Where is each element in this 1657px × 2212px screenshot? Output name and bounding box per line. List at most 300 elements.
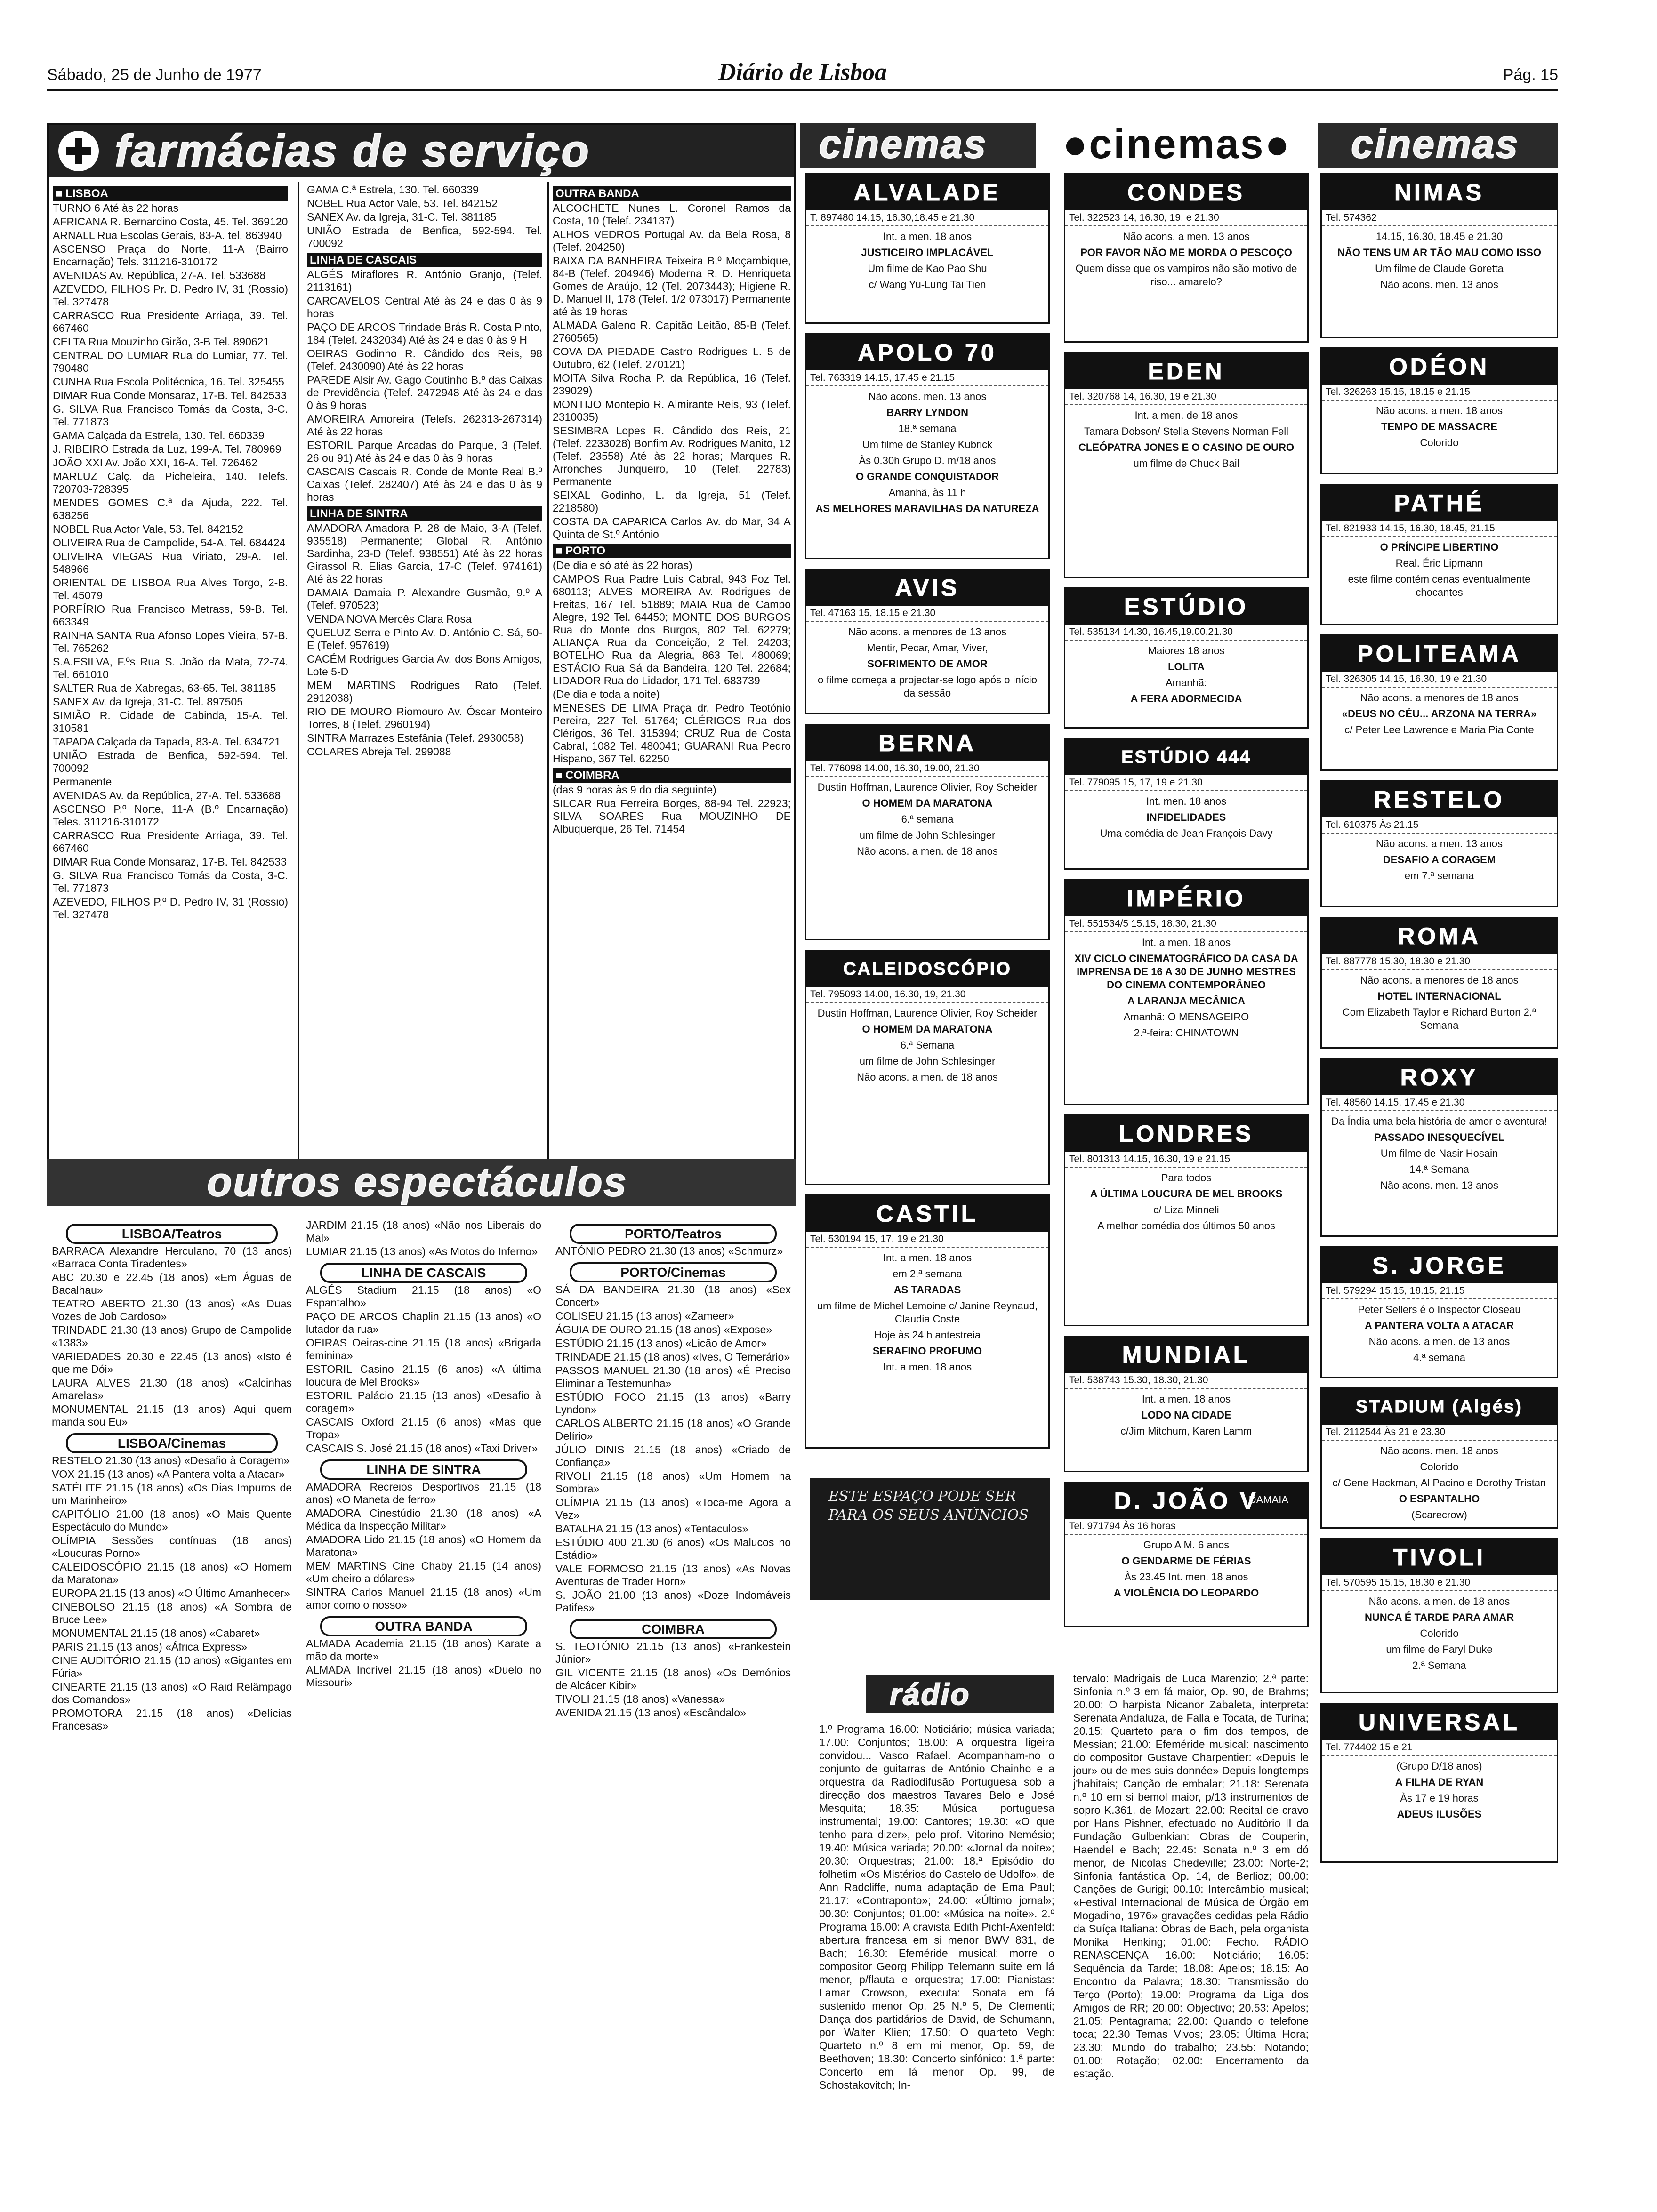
listing-entry: VARIEDADES 20.30 e 22.45 (13 anos) «Isto é que me Dói» (52, 1350, 292, 1375)
pharmacies-column-3 (553, 184, 791, 1181)
cinema-detail: PASSADO INESQUECÍVEL (1374, 1131, 1505, 1143)
listing-entry: ORIENTAL DE LISBOA Rua Alves Torgo, 2-B. Tel. 45079 (53, 577, 288, 601)
cinema-detail: Int. a men. 18 anos (883, 231, 972, 242)
listing-entry: MOITA Silva Rocha P. da República, 16 (Telef. 239029) (553, 372, 791, 397)
listing-entry: JÚLIO DINIS 21.15 (18 anos) «Criado de Confiança» (555, 1443, 791, 1468)
cinema-name: TIVOLI (1322, 1539, 1557, 1575)
radio-banner (866, 1675, 1054, 1713)
cinema-listing (805, 333, 1050, 559)
cinema-detail: (Grupo D/18 anos) (1396, 1760, 1482, 1772)
listing-entry: SINTRA Marrazes Estefânia (Telef. 2930058) (307, 732, 524, 744)
cinema-detail: A melhor comédia dos últimos 50 anos (1097, 1220, 1275, 1232)
listing-entry: LAURA ALVES 21.30 (18 anos) «Calcinhas Amarelas» (52, 1377, 292, 1402)
cinemas-banner-right: cinemas (1351, 123, 1520, 166)
cinema-detail: A PANTERA VOLTA A ATACAR (1365, 1320, 1514, 1331)
listing-entry: MONUMENTAL 21.15 (18 anos) «Cabaret» (52, 1627, 260, 1639)
section-heading: LINHA DE SINTRA (307, 506, 542, 521)
cinema-phone-times: Tel. 795093 14.00, 16.30, 19, 21.30 (806, 987, 1048, 1003)
listing-entry: TAPADA Calçada da Tapada, 83-A. Tel. 634721 (53, 736, 281, 748)
listing-entry: CARRASCO Rua Presidente Arriaga, 39. Tel. 667460 (53, 829, 288, 854)
cinema-name: UNIVERSAL (1322, 1704, 1557, 1740)
cinema-listing (1064, 173, 1309, 343)
section-heading: LINHA DE SINTRA (320, 1459, 527, 1480)
cinema-detail: 14.ª Semana (1409, 1163, 1469, 1175)
listing-entry: COLARES Abreja Tel. 299088 (307, 745, 451, 758)
listing-entry: OEIRAS Godinho R. Cândido dos Reis, 98 (Telef. 2430090) Até às 22 horas (307, 347, 542, 372)
cinema-detail: Não acons. a men. 13 anos (1375, 838, 1503, 850)
cinema-name: ESTÚDIO 444 (1065, 739, 1307, 775)
listing-entry: AVENIDAS Av. República, 27-A. Tel. 533688 (53, 269, 266, 281)
cinema-name: ALVALADE (806, 175, 1048, 210)
listing-entry: SÁ DA BANDEIRA 21.30 (18 anos) «Sex Concert» (555, 1283, 791, 1308)
cinema-detail: Às 17 e 19 horas (1400, 1792, 1479, 1804)
cinema-detail: TEMPO DE MASSACRE (1381, 421, 1497, 433)
listing-entry: ALCOCHETE Nunes L. Coronel Ramos da Costa, 10 (Telef. 234137) (553, 202, 791, 227)
cinema-name: S. JORGE (1322, 1248, 1557, 1283)
cinema-detail: 6.ª semana (901, 813, 954, 825)
cinema-phone-times: Tel. 538743 15.30, 18.30, 21.30 (1065, 1373, 1307, 1389)
section-heading: OUTRA BANDA (553, 186, 791, 201)
listing-entry: BATALHA 21.15 (13 anos) «Tentaculos» (555, 1523, 748, 1535)
cinema-name: CASTIL (806, 1196, 1048, 1232)
cinema-detail: Int. a men. 18 anos (883, 1361, 972, 1373)
cinema-detail: Int. a men. 18 anos (1142, 1393, 1231, 1405)
cinema-detail: ADEUS ILUSÕES (1397, 1808, 1482, 1820)
listing-entry: OLÍMPIA 21.15 (13 anos) «Toca-me Agora a Vez» (555, 1496, 791, 1521)
listing-entry: ESTÚDIO 400 21.30 (6 anos) «Os Malucos no Estádio» (555, 1536, 791, 1561)
cinema-detail: 2.ª-feira: CHINATOWN (1134, 1027, 1239, 1039)
cinema-phone-times: Tel. 971794 Às 16 horas (1065, 1519, 1307, 1535)
cinema-detail: um filme de John Schlesinger (859, 1055, 996, 1067)
cinema-name: IMPÉRIO (1065, 881, 1307, 916)
cinema-phone-times: Tel. 774402 15 e 21 (1322, 1740, 1557, 1756)
other-shows-column-3 (555, 1219, 791, 2188)
cinema-listing (805, 173, 1050, 324)
pharmacies-column-1 (53, 184, 288, 1181)
pharmacies-title: farmácias de serviço (115, 126, 590, 176)
cinema-detail: SERAFINO PROFUMO (872, 1345, 982, 1357)
cinema-name: NIMAS (1322, 175, 1557, 210)
listing-entry: ESTORIL Palácio 21.15 (13 anos) «Desafio à coragem» (306, 1389, 541, 1414)
listing-entry: UNIÃO Estrada de Benfica, 592-594. Tel. 700092 (53, 749, 288, 774)
cinema-phone-times: Tel. 530194 15, 17, 19 e 21.30 (806, 1232, 1048, 1248)
cinema-detail: POR FAVOR NÃO ME MORDA O PESCOÇO (1080, 247, 1292, 258)
cinema-name: APOLO 70 (806, 335, 1048, 370)
listing-entry: S. TEOTÓNIO 21.15 (13 anos) «Frankestein Júnior» (555, 1640, 791, 1665)
listing-entry: AMADORA Amadora P. 28 de Maio, 3-A (Telef. 935518) Permanente; Global R. António Sardinha, 23-D (Telef. 938551) Até às 22 horas Girassol R. Elias Garcia, 17-C (Telef. 974161) Até às 22 horas (307, 522, 542, 585)
cinema-detail: Não acons. a men. 13 anos (1123, 231, 1250, 242)
cinema-detail: Não acons. men. 13 anos (1380, 1179, 1498, 1191)
listing-entry: CALEIDOSCÓPIO 21.15 (18 anos) «O Homem da Maratona» (52, 1561, 292, 1586)
cinema-detail: Amanhã: (1165, 677, 1207, 689)
cinema-detail: Colorido (1420, 1627, 1459, 1639)
cinema-detail: 6.ª Semana (900, 1039, 955, 1051)
listing-entry: G. SILVA Rua Francisco Tomás da Costa, 3-C. Tel. 771873 (53, 869, 288, 894)
listing-entry: SATÉLITE 21.15 (18 anos) «Os Dias Impuros de um Marinheiro» (52, 1482, 292, 1507)
pharmacies-column-2 (307, 184, 542, 1181)
cinema-listing (805, 950, 1050, 1185)
cinema-phone-times: Tel. 776098 14.00, 16.30, 19.00, 21.30 (806, 761, 1048, 777)
listing-entry: ESTÚDIO 21.15 (13 anos) «Licão de Amor» (555, 1337, 767, 1349)
listing-entry: SIMIÃO R. Cidade de Cabinda, 15-A. Tel. 310581 (53, 709, 288, 734)
listing-entry: MENESES DE LIMA Praça dr. Pedro Teotónio Pereira, 227 Tel. 51764; CLÉRIGOS Rua dos Clérigos, 36 Tel. 315394; CRUZ Rua de Costa Cabral, 1082 Tel. 480041; GUARANI Rua Pedro Hispano, 367 Tel. 62250 (553, 702, 791, 765)
cinema-name: ROMA (1322, 918, 1557, 954)
cinema-detail: Não acons. a men. de 18 anos (1368, 1595, 1510, 1607)
cinema-detail: Int. men. 18 anos (1146, 795, 1226, 807)
section-heading: ■ COIMBRA (553, 768, 791, 783)
cinema-detail: em 7.ª semana (1404, 870, 1474, 882)
cinema-listing (1320, 1058, 1558, 1237)
cinema-detail: Não acons. a menores de 13 anos (848, 626, 1007, 638)
listing-entry: CINEBOLSO 21.15 (18 anos) «A Sombra de Bruce Lee» (52, 1601, 292, 1626)
cinema-detail: um filme de Michel Lemoine c/ Janine Reynaud, Claudia Coste (817, 1300, 1038, 1325)
radio-title: rádio (890, 1677, 971, 1711)
advert-text: ESTE ESPAÇO PODE SER PARA OS SEUS ANÚNCIOS (828, 1488, 1029, 1523)
listing-entry: AMADORA Cinestúdio 21.30 (18 anos) «A Médica da Inspecção Militar» (306, 1507, 541, 1532)
cinema-detail: A ÚLTIMA LOUCURA DE MEL BROOKS (1090, 1188, 1283, 1200)
cinema-detail: Hoje às 24 h antestreia (874, 1329, 981, 1341)
listing-entry: CELTA Rua Mouzinho Girão, 3-B Tel. 890621 (53, 336, 270, 348)
column-rule (298, 182, 299, 1184)
listing-entry: ALMADA Academia 21.15 (18 anos) Karate a mão da morte» (306, 1637, 541, 1662)
listing-entry: ÁGUIA DE OURO 21.15 (18 anos) «Expose» (555, 1323, 772, 1336)
other-shows-section (47, 1159, 796, 2194)
radio-column-1: 1.º Programa 16.00: Noticiário; música variada; 17.00: Conjuntos; 18.00: A orquestra ligeira convidou... Vasco Rafael. Acompanham-no o conjunto de guitarras de António Chainho e a orquestra da Radiodifusão Portuguesa sob a direcção dos maestros Tavares Belo e José Mesquita; 18.35: Música portuguesa instrumental; 19.00: Cantores; 19.30: «O que tenho para dizer», pelo prof. Vitorino Nemésio; 19.40: Música variada; 20.00: «Jornal da noite»; 20.30: Orquestras; 21.00: 18.ª Episódio do folhetim «Os Mistérios do Castelo de Udolfo», de Ann Radcliffe, numa adaptação de Ema Paul; 21.17: «Contraponto»; 24.00: «Último jornal»; 00.30: Conjuntos; 01.00: «Música na noite». 2.º Programa 16.00: A cravista Edith Picht-Axenfeld: abertura francesa em si menor BWV 831, de Bach; 16.30: Efeméride musical: morre o compositor Georg Philipp Telemann suite em lá menor, p/flauta e orquestra; 17.00: Pianistas: Lamar Crowson, executa: Sonata em fá sustenido menor Op. 25 N.º 5, De Clementi; Dança dos partidários de David, de Schumann, por Walter Klien; 17.50: O quarteto Vegh: Quarteto n.º 8 em mi menor, Op. 59, de Beethoven; 18.30: Concerto sinfónico: 1.ª parte: Concerto em lá menor Op. 99, de Schostakovitch; In- (819, 1723, 1054, 2091)
section-heading: ■ PORTO (553, 544, 791, 558)
listing-entry: OLIVEIRA Rua de Campolide, 54-A. Tel. 684424 (53, 537, 286, 549)
listing-entry: JOÃO XXI Av. João XXI, 16-A. Tel. 726462 (53, 457, 257, 469)
cinema-name: ODÉON (1322, 349, 1557, 385)
cinemas-column-1 (805, 173, 1050, 1515)
listing-entry: GIL VICENTE 21.15 (18 anos) «Os Demónios de Alcácer Kibir» (555, 1667, 791, 1691)
section-heading: OUTRA BANDA (320, 1616, 527, 1636)
column-rule (547, 182, 549, 1184)
cinema-name: ESTÚDIO (1065, 589, 1307, 625)
cinema-detail: A LARANJA MECÂNICA (1127, 995, 1246, 1007)
cinema-detail: O GRANDE CONQUISTADOR (856, 471, 999, 482)
cinema-detail: Às 23.45 Int. men. 18 anos (1124, 1571, 1248, 1583)
listing-entry: DIMAR Rua Conde Monsaraz, 17-B. Tel. 842533 (53, 389, 287, 401)
other-shows-banner (47, 1159, 796, 1206)
radio-column-2: tervalo: Madrigais de Luca Marenzio; 2.ª parte: Sinfonia n.º 3 em fá maior, Op. 90, de Brahms; 20.00: O harpista Nicanor Zabaleta, interpreta: Serenata Andaluza, de Falla e Tocata, de Turina; 20.15: Quarteto para o fim dos tempos, de Messian; 21.00: Efeméride musical: nascimento do compositor Gustave Charpentier: «Depuis le jour» ou de mes suis donnée» Depuis longtemps j'habitais; Canção de embalar; 21.18: Serenata n.º 10 em si bemol maior, p/13 instrumentos de sopro K.361, de Mozart; 22.00: Recital de cravo por Hans Pishner, efectuado no Auditório II da Fundação Gulbenkian: Obras de Couperin, Haendel e Bach; 22.45: Sonata n.º 3 em dó menor, de Nicolas Chedeville; 23.00: Norte-2; Sinfonia fantástica Op. 14, de Berlioz; 00.00: Canções de Gurigi; 00.10: Intercâmbio musical; «Festival Internacional de Música de Órgão em Mogadino, 1976» gravações cedidas pela Rádio da Suíça Italiana: Obras de Bach, pela organista Monika Henking; 01.00: Fecho. RÁDIO RENASCENÇA 16.00: Noticiário; 16.05: Sequência da Tarde; 18.08: Apelos; 18.15: Ao Encontro da Palavra; 18.30: Transmissão do Terço (Porto); 19.00: Programa da Liga dos Amigos de RR; 20.00: Objectivo; 20.53: Apelos; 21.05: Pentagrama; 22.00: Quando o telefone toca; 22.30 Temas Vivos; 23.05: Última Hora; 23.30: Mundo do trabalho; 23.55: Notando; 01.00: Rotação; 02.00: Encerramento da estação. (1073, 1672, 1309, 2080)
listing-entry: S. JOÃO 21.00 (13 anos) «Doze Indomáveis Patifes» (555, 1589, 791, 1614)
listing-entry: SANEX Av. da Igreja, 31-C. Tel. 381185 (307, 211, 497, 223)
cinema-detail: c/Jim Mitchum, Karen Lamm (1120, 1425, 1252, 1437)
listing-entry: DAMAIA Damaia P. Alexandre Gusmão, 9.º A (Telef. 970523) (307, 586, 542, 611)
cinema-detail: Às 0.30h Grupo D. m/18 anos (859, 455, 996, 466)
cinema-name: LONDRES (1065, 1116, 1307, 1152)
cinema-detail: c/ Peter Lee Lawrence e Maria Pia Conte (1344, 724, 1534, 736)
cinema-detail: Amanhã: O MENSAGEIRO (1123, 1011, 1249, 1023)
other-shows-column-1 (52, 1219, 292, 2188)
cinema-listing (805, 724, 1050, 940)
listing-entry: CINE AUDITÓRIO 21.15 (10 anos) «Gigantes em Fúria» (52, 1654, 292, 1679)
cinema-detail: Tamara Dobson/ Stella Stevens Norman Fell (1084, 425, 1289, 437)
cinemas-banner-left: cinemas (819, 123, 988, 166)
cinemas-banner-center: ●cinemas● (1036, 123, 1318, 168)
cinema-detail: este filme contém cenas eventualmente chocantes (1348, 573, 1531, 598)
cinema-phone-times: Tel. 610375 Às 21.15 (1322, 817, 1557, 834)
cinema-name: CONDES (1065, 175, 1307, 210)
cinema-listing (1064, 879, 1309, 1105)
cinema-detail: Int. a men. 18 anos (1142, 937, 1231, 948)
listing-entry: PAREDE Alsir Av. Gago Coutinho B.º das Caixas de Previdência (Telef. 2472948 Até às 24 e das 0 às 9 horas (307, 374, 542, 411)
cinema-detail: AS MELHORES MARAVILHAS DA NATUREZA (815, 503, 1039, 514)
listing-entry: (das 9 horas às 9 do dia seguinte) (553, 784, 716, 796)
listing-entry: MONTIJO Montepio R. Almirante Reis, 93 (Telef. 2310035) (553, 398, 791, 423)
cinema-detail: LODO NA CIDADE (1141, 1409, 1231, 1421)
cinema-detail: Um filme de Nasir Hosain (1380, 1147, 1498, 1159)
listing-entry: CACÉM Rodrigues Garcia Av. dos Bons Amigos, Lote 5-D (307, 653, 542, 678)
listing-entry: PARIS 21.15 (13 anos) «África Express» (52, 1641, 248, 1653)
cinema-detail: Não acons. men. 18 anos (1380, 1445, 1498, 1457)
cinema-name: POLITEAMA (1322, 636, 1557, 672)
listing-entry: BARRACA Alexandre Herculano, 70 (13 anos) «Barraca Conta Tiradentes» (52, 1245, 292, 1270)
listing-entry: G. SILVA Rua Francisco Tomás da Costa, 3-C. Tel. 771873 (53, 403, 288, 428)
cinema-detail: Int. a men. de 18 anos (1134, 409, 1238, 421)
cinema-phone-times: Tel. 47163 15, 18.15 e 21.30 (806, 606, 1048, 622)
listing-entry: RESTELO 21.30 (13 anos) «Desafio à Coragem» (52, 1454, 290, 1467)
cinema-name: MUNDIAL (1065, 1337, 1307, 1373)
cinema-detail: Uma comédia de Jean François Davy (1100, 827, 1273, 839)
cinema-phone-times: Tel. 763319 14.15, 17.45 e 21.15 (806, 370, 1048, 386)
listing-entry: VOX 21.15 (13 anos) «A Pantera volta a Atacar» (52, 1468, 285, 1480)
cinema-phone-times: Tel. 551534/5 15.15, 18.30, 21.30 (1065, 916, 1307, 932)
cinema-phone-times: Tel. 801313 14.15, 16.30, 19 e 21.15 (1065, 1152, 1307, 1168)
listing-entry: ALHOS VEDROS Portugal Av. da Bela Rosa, 8 (Telef. 204250) (553, 228, 791, 253)
cinema-name: ROXY (1322, 1059, 1557, 1095)
section-heading: LISBOA/Cinemas (66, 1433, 278, 1453)
cinema-detail: 2.ª Semana (1412, 1659, 1466, 1671)
cinema-listing (1320, 1387, 1558, 1529)
listing-entry: MEM MARTINS Rodrigues Rato (Telef. 2912038) (307, 679, 542, 704)
cinema-name: STADIUM (Algés) (1322, 1389, 1557, 1425)
cinema-detail: O ESPANTALHO (1399, 1493, 1480, 1505)
cinema-phone-times: T. 897480 14.15, 16.30,18.45 e 21.30 (806, 210, 1048, 226)
other-shows-column-2 (306, 1219, 541, 2188)
listing-entry: TRINDADE 21.30 (13 anos) Grupo de Campolide «1383» (52, 1324, 292, 1349)
listing-entry: ANTÓNIO PEDRO 21.30 (13 anos) «Schmurz» (555, 1245, 783, 1257)
cinema-detail: Dustin Hoffman, Laurence Olivier, Roy Scheider (817, 781, 1038, 793)
cinema-name: EDEN (1065, 353, 1307, 389)
cinema-listing (1320, 780, 1558, 907)
cinema-detail: 4.ª semana (1413, 1352, 1465, 1363)
listing-entry: SANEX Av. da Igreja, 31-C. Tel. 897505 (53, 696, 243, 708)
listing-entry: PASSOS MANUEL 21.30 (18 anos) «É Preciso Eliminar a Testemunha» (555, 1364, 791, 1389)
cinema-phone-times: Tel. 779095 15, 17, 19 e 21.30 (1065, 775, 1307, 791)
cinema-detail: c/ Wang Yu-Lung Tai Tien (869, 279, 986, 290)
cinema-detail: Não acons. men. 13 anos (1380, 279, 1498, 290)
radio-section (819, 1672, 1309, 2198)
cinema-detail: CLEÓPATRA JONES E O CASINO DE OURO (1078, 441, 1294, 453)
section-heading: LINHA DE CASCAIS (307, 253, 542, 267)
listing-entry: COVA DA PIEDADE Castro Rodrigues L. 5 de Outubro, 62 (Telef. 270121) (553, 345, 791, 370)
cinema-detail: um filme de John Schlesinger (859, 829, 996, 841)
cinema-detail: Real. Éric Lipmann (1395, 557, 1483, 569)
issue-date: Sábado, 25 de Junho de 1977 (47, 66, 262, 84)
section-heading: ■ LISBOA (53, 186, 288, 201)
listing-entry: AMOREIRA Amoreira (Telefs. 262313-267314) Até às 22 horas (307, 413, 542, 438)
cinema-detail: Quem disse que os vampiros não são motivo de riso... amarelo? (1075, 263, 1297, 288)
listing-entry: S.A.ESILVA, F.ºs Rua S. João da Mata, 72-74. Tel. 661010 (53, 656, 288, 681)
listing-entry: SINTRA Carlos Manuel 21.15 (18 anos) «Um amor como o nosso» (306, 1586, 541, 1611)
listing-entry: COLISEU 21.15 (13 anos) «Zameer» (555, 1310, 734, 1322)
listing-entry: ALMADA Incrível 21.15 (18 anos) «Duelo no Missouri» (306, 1664, 541, 1689)
listing-entry: (De dia e toda a noite) (553, 688, 660, 700)
listing-entry: ARNALL Rua Escolas Gerais, 83-A. tel. 863940 (53, 229, 282, 241)
cinema-detail: Não acons. a menores de 18 anos (1360, 974, 1519, 986)
listing-entry: AZEVEDO, FILHOS Pr. D. Pedro IV, 31 (Rossio) Tel. 327478 (53, 283, 288, 308)
cinema-listing (1064, 1482, 1309, 1627)
listing-entry: VENDA NOVA Mercês Clara Rosa (307, 613, 472, 625)
cinema-detail: A FILHA DE RYAN (1395, 1776, 1484, 1788)
listing-entry: MONUMENTAL 21.15 (13 anos) Aqui quem manda sou Eu» (52, 1403, 292, 1428)
cinema-detail: Um filme de Claude Goretta (1375, 263, 1504, 274)
listing-entry: DIMAR Rua Conde Monsaraz, 17-B. Tel. 842533 (53, 856, 287, 868)
cinemas-column-3 (1320, 173, 1558, 2197)
cinema-detail: Maiores 18 anos (1148, 645, 1225, 657)
cinema-detail: o filme começa a projectar-se logo após o início da sessão (818, 674, 1037, 699)
listing-entry: RIO DE MOURO Riomouro Av. Óscar Monteiro Torres, 8 (Telef. 2960194) (307, 705, 542, 730)
listing-entry: RIVOLI 21.15 (18 anos) «Um Homem na Sombra» (555, 1470, 791, 1495)
cinema-detail: O HOMEM DA MARATONA (862, 797, 993, 809)
listing-entry: CASCAIS Cascais R. Conde de Monte Real B.º Caixas (Telef. 282407) Até às 24 e das 0 às 9 horas (307, 465, 542, 503)
cinema-listing (1064, 352, 1309, 578)
cinema-listing (1064, 1114, 1309, 1326)
cinema-detail: Não acons. a men. de 18 anos (857, 1071, 998, 1083)
cinema-listing (1320, 1538, 1558, 1693)
listing-entry: UNIÃO Estrada de Benfica, 592-594. Tel. 700092 (307, 224, 542, 249)
listing-entry: COSTA DA CAPARICA Carlos Av. do Mar, 34 A Quinta de St.º António (553, 515, 791, 540)
section-heading: LISBOA/Teatros (66, 1224, 278, 1244)
listing-entry: AMADORA Lido 21.15 (18 anos) «O Homem da Maratona» (306, 1533, 541, 1558)
cinema-detail: NÃO TENS UM AR TÃO MAU COMO ISSO (1337, 247, 1542, 258)
cinema-detail: Colorido (1420, 437, 1459, 449)
listing-entry: AMADORA Recreios Desportivos 21.15 (18 anos) «O Maneta de ferro» (306, 1481, 541, 1506)
cinema-detail: DESAFIO A CORAGEM (1383, 854, 1496, 866)
listing-entry: PAÇO DE ARCOS Trindade Brás R. Costa Pinto, 184 (Telef. 2432034) Até às 24 e das 0 às 9 H (307, 321, 542, 346)
cinema-phone-times: Tel. 579294 15.15, 18.15, 21.15 (1322, 1283, 1557, 1299)
listing-entry: LUMIAR 21.15 (13 anos) «As Motos do Inferno» (306, 1245, 538, 1258)
cinema-detail: um filme de Chuck Bail (1133, 457, 1239, 469)
cinema-detail: (Scarecrow) (1411, 1509, 1467, 1521)
cinema-listing (1320, 484, 1558, 625)
listing-entry: J. RIBEIRO Estrada da Luz, 199-A. Tel. 780969 (53, 443, 282, 455)
listing-entry: CARLOS ALBERTO 21.15 (18 anos) «O Grande Delírio» (555, 1417, 791, 1442)
cinema-detail: Um filme de Stanley Kubrick (862, 439, 993, 450)
cinema-detail: Com Elizabeth Taylor e Richard Burton 2.ª Semana (1342, 1006, 1536, 1031)
cinema-phone-times: Tel. 326263 15.15, 18.15 e 21.15 (1322, 385, 1557, 401)
cinemas-column-2 (1064, 173, 1309, 1599)
cinema-listing (1320, 1246, 1558, 1378)
cinema-detail: Um filme de Kao Pao Shu (868, 263, 987, 274)
cinema-detail: Não acons. men. 13 anos (868, 391, 987, 402)
listing-entry: AVENIDA 21.15 (13 anos) «Escândalo» (555, 1707, 746, 1719)
cinema-detail: INFIDELIDADES (1146, 811, 1226, 823)
cinema-detail: em 2.ª semana (893, 1268, 962, 1280)
listing-entry: ESTÚDIO FOCO 21.15 (13 anos) «Barry Lyndon» (555, 1391, 791, 1416)
cinema-detail: Para todos (1161, 1172, 1212, 1184)
cinema-phone-times: Tel. 48560 14.15, 17.45 e 21.30 (1322, 1095, 1557, 1111)
listing-entry: AZEVEDO, FILHOS P.º D. Pedro IV, 31 (Rossio) Tel. 327478 (53, 896, 288, 921)
listing-entry: CASCAIS S. José 21.15 (18 anos) «Taxi Driver» (306, 1442, 538, 1454)
listing-entry: ASCENSO Praça do Norte, 11-A (Bairro Encarnação) Tels. 311216-310172 (53, 243, 288, 268)
cinema-listing (1064, 587, 1309, 729)
listing-entry: SESIMBRA Lopes R. Cândido dos Reis, 21 (Telef. 2233028) Bonfim Av. Rodrigues Manito, 12 (Telef. 23558) Até às 22 horas; Marques R. Arronches Junqueiro, 10 (Telef. 22783) Permanente (553, 425, 791, 488)
cinema-detail: NUNCA É TARDE PARA AMAR (1365, 1611, 1514, 1623)
cinema-detail: um filme de Faryl Duke (1386, 1643, 1493, 1655)
cinema-detail: BARRY LYNDON (886, 407, 968, 418)
listing-entry: ASCENSO P.º Norte, 11-A (B.º Encarnação) Teles. 311216-310172 (53, 803, 288, 828)
cinema-detail: HOTEL INTERNACIONAL (1377, 990, 1501, 1002)
cinema-detail: A FERA ADORMECIDA (1130, 693, 1242, 705)
cinema-detail: Não acons. a menores de 18 anos (1360, 692, 1519, 704)
listing-entry: NOBEL Rua Actor Vale, 53. Tel. 842152 (307, 197, 498, 209)
listing-entry: TIVOLI 21.15 (18 anos) «Vanessa» (555, 1693, 725, 1705)
cinema-listing (1320, 634, 1558, 771)
listing-entry: CENTRAL DO LUMIAR Rua do Lumiar, 77. Tel. 790480 (53, 349, 288, 374)
cinema-detail: Não acons. a men. 18 anos (1375, 405, 1503, 417)
cinema-listing (805, 1194, 1050, 1449)
listing-entry: CARCAVELOS Central Até às 24 e das 0 às 9 horas (307, 295, 542, 320)
listing-entry: SEIXAL Godinho, L. da Igreja, 51 (Telef. 2218580) (553, 489, 791, 514)
cinema-name: D. JOÃO V (1065, 1483, 1307, 1519)
listing-entry: AVENIDAS Av. da República, 27-A. Tel. 533688 (53, 789, 281, 801)
cinema-location: DAMAIA (1248, 1494, 1288, 1506)
listing-entry: ESTORIL Parque Arcadas do Parque, 3 (Telef. 26 ou 91) Até às 24 e das 0 às 9 horas (307, 439, 542, 464)
listing-entry: MEM MARTINS Cine Chaby 21.15 (14 anos) «Um cheiro a dólares» (306, 1560, 541, 1585)
listing-entry: JARDIM 21.15 (18 anos) «Não nos Liberais do Mal» (306, 1219, 541, 1244)
cinema-phone-times: Tel. 821933 14.15, 16.30, 18.45, 21.15 (1322, 521, 1557, 537)
listing-entry: AFRICANA R. Bernardino Costa, 45. Tel. 369120 (53, 216, 288, 228)
cinema-detail: Colorido (1420, 1461, 1459, 1473)
cinema-name: AVIS (806, 570, 1048, 606)
cinema-detail: O HOMEM DA MARATONA (862, 1023, 993, 1035)
listing-entry: ALGÉS Miraflores R. António Granjo, (Telef. 2113161) (307, 268, 542, 293)
listing-entry: ABC 20.30 e 22.45 (18 anos) «Em Águas de Bacalhau» (52, 1271, 292, 1296)
cinema-detail: Peter Sellers é o Inspector Closeau (1358, 1304, 1521, 1315)
cinema-phone-times: Tel. 574362 (1322, 210, 1557, 226)
cinema-detail: Dustin Hoffman, Laurence Olivier, Roy Scheider (817, 1007, 1038, 1019)
listing-entry: PAÇO DE ARCOS Chaplin 21.15 (13 anos) «O lutador da rua» (306, 1310, 541, 1335)
listing-entry: MENDES GOMES C.ª da Ajuda, 222. Tel. 638256 (53, 497, 288, 521)
cinema-phone-times: Tel. 320768 14, 16.30, 19 e 21.30 (1065, 389, 1307, 405)
listing-entry: QUELUZ Serra e Pinto Av. D. António C. Sá, 50-E (Telef. 957619) (307, 626, 542, 651)
cinema-detail: Mentir, Pecar, Amar, Viver, (867, 642, 988, 654)
listing-entry: OLÍMPIA Sessões contínuas (18 anos) «Loucuras Porno» (52, 1534, 292, 1559)
listing-entry: TRINDADE 21.15 (18 anos) «Ives, O Temerário» (555, 1351, 790, 1363)
cinema-detail: Int. a men. 18 anos (883, 1252, 972, 1264)
cinema-detail: 14.15, 16.30, 18.45 e 21.30 (1375, 231, 1503, 242)
listing-entry: TEATRO ABERTO 21.30 (13 anos) «As Duas Vozes de Job Cardoso» (52, 1298, 292, 1322)
listing-entry: Permanente (53, 776, 112, 788)
listing-entry: CUNHA Rua Escola Politécnica, 16. Tel. 325455 (53, 376, 284, 388)
cinema-name: CALEIDOSCÓPIO (806, 951, 1048, 987)
listing-entry: MARLUZ Calç. da Picheleira, 140. Telefs. 720703-728395 (53, 470, 288, 495)
cinema-detail: XIV CICLO CINEMATOGRÁFICO DA CASA DA IMPRENSA DE 16 A 30 DE JUNHO MESTRES DO CINEMA CONTEMPORÂNEO (1074, 953, 1298, 991)
cinema-detail: Da Índia uma bela história de amor e aventura! (1331, 1115, 1547, 1127)
cinema-phone-times: Tel. 535134 14.30, 16.45,19.00,21.30 (1065, 625, 1307, 641)
pharmacies-banner (49, 125, 794, 177)
cinema-name: PATHÉ (1322, 485, 1557, 521)
section-heading: LINHA DE CASCAIS (320, 1263, 527, 1283)
cinema-detail: O GENDARME DE FÉRIAS (1121, 1555, 1251, 1567)
listing-entry: SILCAR Rua Ferreira Borges, 88-94 Tel. 22923; SILVA SOARES Rua MOUZINHO DE Albuquerque, 26 Tel. 71454 (553, 797, 791, 835)
listing-entry: GAMA Calçada da Estrela, 130. Tel. 660339 (53, 429, 265, 441)
cinema-detail: AS TARADAS (893, 1284, 961, 1296)
listing-entry: ALGÉS Stadium 21.15 (18 anos) «O Espantalho» (306, 1284, 541, 1309)
listing-entry: CARRASCO Rua Presidente Arriaga, 39. Tel. 667460 (53, 309, 288, 334)
